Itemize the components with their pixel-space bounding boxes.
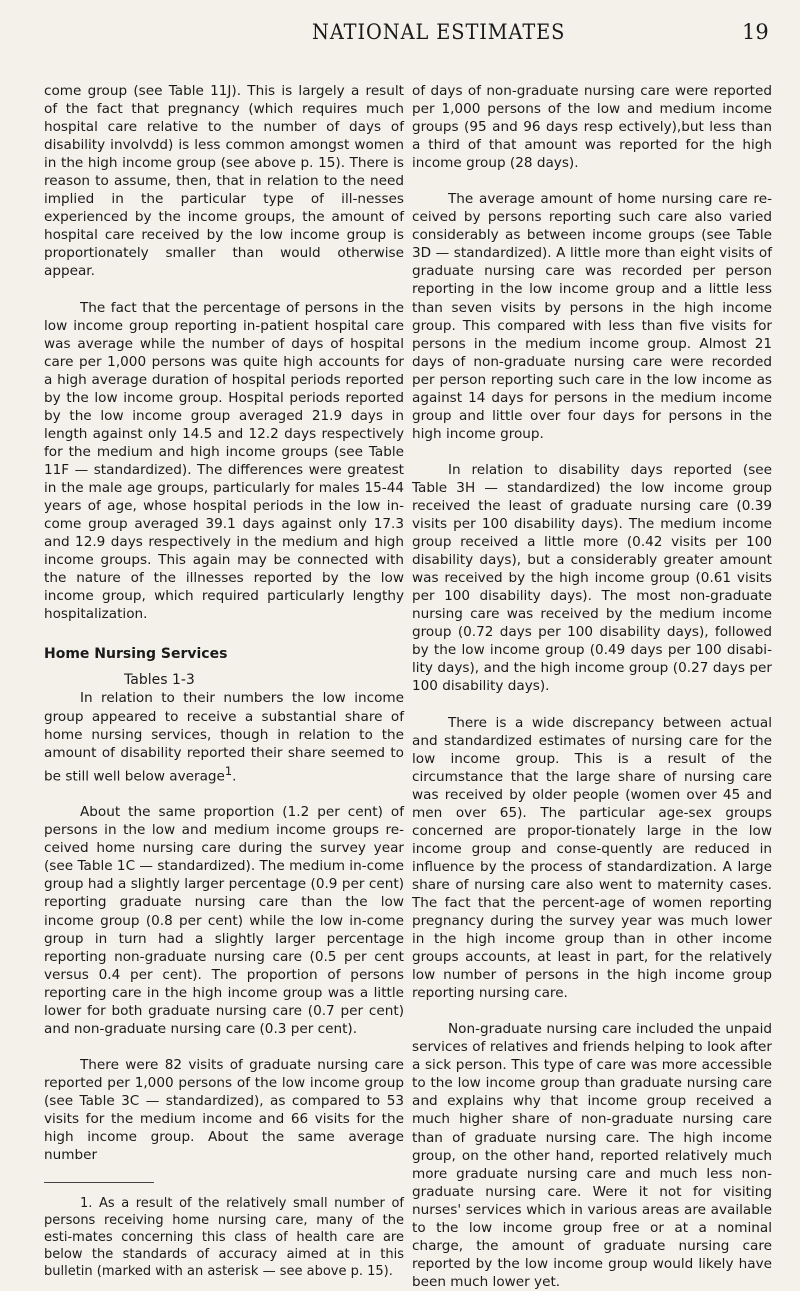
- right-column: [412, 82, 772, 1291]
- footnote: 1. As a result of the relatively small number of persons receiving home nursing care, many of the esti-mates concerning this class of health care are below the standards of accuracy aimed at in this bulletin (marked with an asterisk — see above p. 15).: [44, 1196, 404, 1280]
- paragraph: [44, 689, 404, 785]
- paragraph: come group (see Table 11J). This is largely a result of the fact that pregnancy (which requires much hospital care relative to the number of days of disability involvdd) is less common amongst women in the high income group (see above p. 15). There is reason to assume, then, that in relation to the need implied in the particular type of ill-nesses experienced by the income groups, the amount of hospital care received by the low income group is proportionately smaller than would otherwise appear.: [44, 83, 404, 280]
- paragraph: There is a wide discrepancy between actual and standardized estimates of nursing care for the low income group. This is a result of the circumstance that the large share of nursing care was received by older people (women over 45 and men over 65). The particular age-sex groups concerned are propor-tionately large in the low income group and conse-quently are reduced in influence by the process of standardization. A large share of nursing care also went to maternity cases. The fact that the percent-age of women reporting pregnancy during the survey year was much lower in the high income group than in other income groups accounts, at least in part, for the relatively low number of persons in the high income group reporting nursing care.: [412, 714, 772, 1002]
- paragraph: of days of non-graduate nursing care were reported per 1,000 persons of the low and medium income groups (95 and 96 days resp ectively),but less than a third of that amount was reported for the high income group (28 days).: [412, 83, 772, 172]
- paragraph: Non-graduate nursing care included the unpaid services of relatives and friends helping to look after a sick person. This type of care was more accessible to the low income group than graduate nursing care and explains why that income group received a much higher share of non-graduate nursing care than of graduate nursing care. The high income group, on the other hand, reported relatively much more graduate nursing care and much less non-graduate nursing care. Were it not for visiting nurses' services which in various areas are available to the low income group free or at a nominal charge, the amount of graduate nursing care reported by the low income group would likely have been much lower yet.: [412, 1021, 772, 1290]
- paragraph-text: In relation to their numbers the low income group appeared to receive a substantial share of home nursing services, though in relation to the amount of disability reported their share seemed to be still well below average: [44, 690, 404, 785]
- left-column: [44, 82, 404, 1280]
- paragraph: In relation to disability days reported (see Table 3H — standardized) the low income group received the least of graduate nursing care (0.39 visits per 100 disability days). The medium income group received a little more (0.42 visits per 100 disability days), but a considerably greater amount was received by the high income group (0.61 visits per 100 disability days). The most non-graduate nursing care was received by the medium income group (0.72 days per 100 disability days), followed by the low income group (0.49 days per 100 disabi-lity days), and the high income group (0.27 days per 100 disability days).: [412, 461, 772, 695]
- section-heading: Home Nursing Services: [44, 646, 228, 663]
- paragraph: The fact that the percentage of persons in the low income group reporting in-patient hospital care was average while the number of days of hospital care per 1,000 persons was quite high accounts for a high average duration of hospital periods reported by the low income group. Hospital periods reported by the low income group averaged 21.9 days in length against only 14.5 and 12.2 days respectively for the medium and high income groups (see Table 11F — standardized). The differences were greatest in the male age groups, particularly for males 15-44 years of age, whose hospital periods in the low in-come group averaged 39.1 days against only 17.3 and 12.9 days respectively in the medium and high income groups. This again may be connected with the nature of the illnesses reported by the low income group, which required particularly lengthy hospitalization.: [44, 299, 404, 623]
- footnote-rule: [44, 1182, 154, 1183]
- page-number: 19: [742, 20, 769, 44]
- paragraph-end: .: [232, 768, 237, 785]
- paragraph: About the same proportion (1.2 per cent) of persons in the low and medium income groups re-ceived home nursing care during the survey year (see Table 1C — standardized). The medium in-come group had a slightly larger percentage (0.9 per cent) reporting graduate nursing care than the low income group (0.8 per cent) while the low in-come group in turn had a slightly larger percentage reporting non-graduate nursing care (0.5 per cent versus 0.4 per cent). The proportion of persons reporting care in the high income group was a little lower for both graduate nursing care (0.7 per cent) and non-graduate nursing care (0.3 per cent).: [44, 804, 404, 1037]
- section-subheading: Tables 1-3: [124, 672, 195, 689]
- paragraph: There were 82 visits of graduate nursing care reported per 1,000 persons of the low income group (see Table 3C — standardized), as compared to 53 visits for the medium income and 66 visits for the high income group. About the same average number: [44, 1056, 404, 1164]
- running-head: [0, 20, 800, 60]
- running-title: NATIONAL ESTIMATES: [312, 20, 566, 44]
- footnote-marker: 1: [224, 763, 233, 778]
- paragraph: The average amount of home nursing care re-ceived by persons reporting such care also varied considerably as between income groups (see Table 3D — standardized). A little more than eight visits of graduate nursing care was recorded per person reporting in the low income group and a little less than seven visits by persons in the high income group. This compared with less than five visits for persons in the medium income group. Almost 21 days of non-graduate nursing care were recorded per person reporting such care in the low income as against 14 days for persons in the medium income group and little over four days for persons in the high income group.: [412, 191, 772, 442]
